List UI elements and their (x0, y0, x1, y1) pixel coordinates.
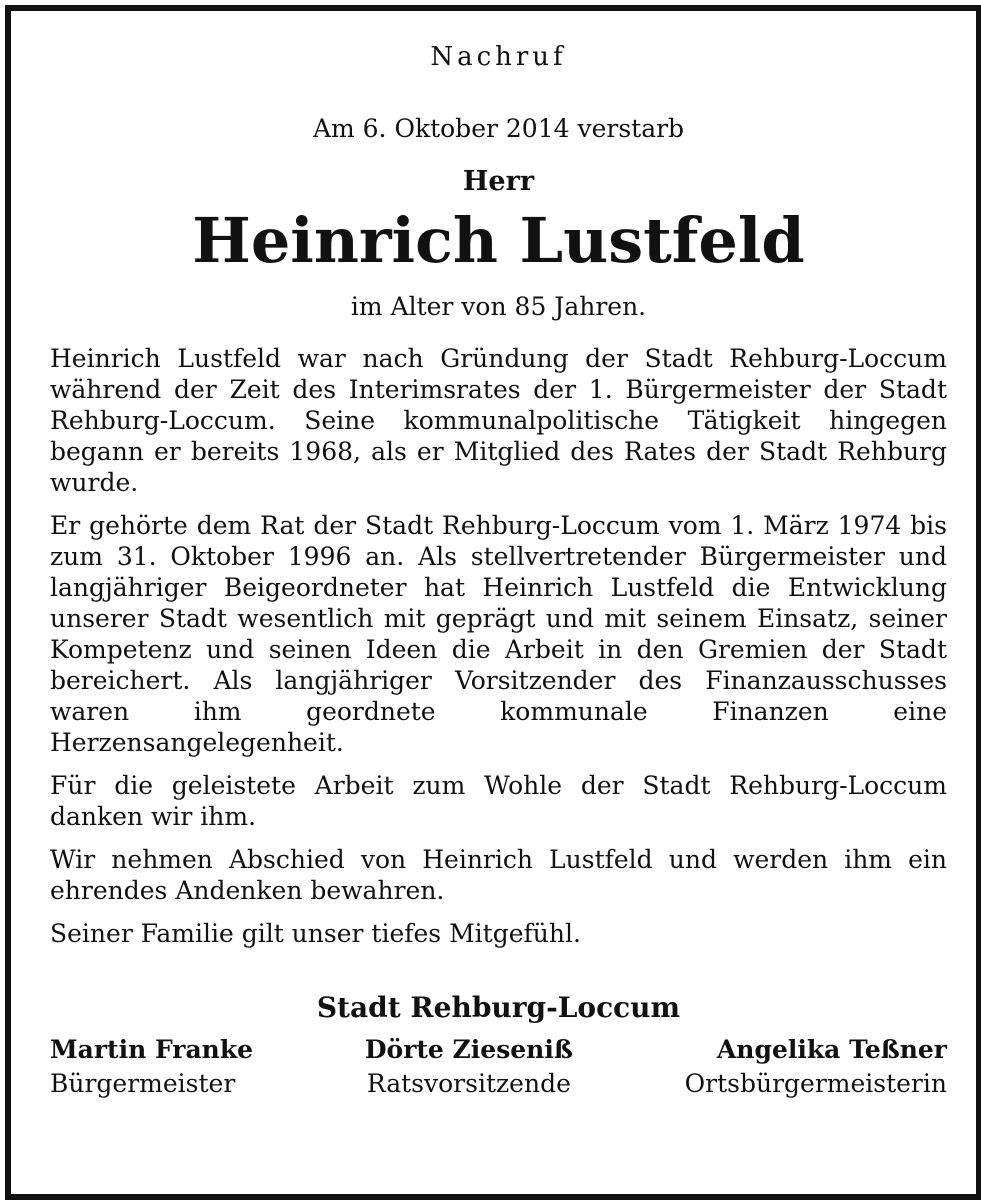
body-paragraph-5: Seiner Familie gilt unser tiefes Mitgefühl. (50, 919, 581, 948)
obituary-content (50, 37, 947, 1101)
signer-1 (50, 1033, 253, 1101)
organization-name: Stadt Rehburg-Loccum (316, 991, 681, 1024)
body-paragraph-3: Für die geleistete Arbeit zum Wohle der Stadt Rehburg-Loccum danken wir ihm. (50, 771, 947, 831)
signer-name: Angelika Teßner (716, 1035, 947, 1064)
death-date-line: Am 6. Oktober 2014 verstarb (312, 114, 685, 143)
obituary-heading: Nachruf (430, 42, 567, 72)
obituary-frame (5, 5, 981, 1200)
age-line: im Alter von 85 Jahren. (350, 292, 647, 321)
signer-role: Ortsbürgermeisterin (684, 1069, 947, 1098)
signer-name: Martin Franke (50, 1035, 254, 1064)
signer-3 (685, 1033, 947, 1101)
body-paragraph-1: Heinrich Lustfeld war nach Gründung der Stadt Rehburg-Loccum während der Zeit des Interimsrates der 1. Bürgermeister der Stadt Rehburg-Loccum. Seine kommunalpolitische Tätigkeit hingegen begann er bereits 1968, als er Mitglied des Rates der Stadt Rehburg wurde. (50, 344, 947, 497)
signature-block (50, 1033, 947, 1101)
signer-name: Dörte Zieseniß (364, 1035, 573, 1064)
body-paragraph-2: Er gehörte dem Rat der Stadt Rehburg-Loccum vom 1. März 1974 bis zum 31. Oktober 1996 an. Als stellvertretender Bürgermeister und langjähriger Beigeordneter hat Heinrich Lustfeld die Entwicklung unserer Stadt wesentlich mit geprägt und mit seinem Einsatz, seiner Kompetenz und seinen Ideen die Arbeit in den Gremien der Stadt bereichert. Als langjähriger Vorsitzender des Finanzausschusses waren ihm geordnete kommunale Finanzen eine Herzensangelegenheit. (50, 511, 947, 757)
body-paragraph-4: Wir nehmen Abschied von Heinrich Lustfeld und werden ihm ein ehrendes Andenken bewahren. (50, 845, 947, 905)
signer-role: Ratsvorsitzende (366, 1069, 571, 1098)
salutation: Herr (462, 166, 535, 197)
deceased-name: Heinrich Lustfeld (192, 204, 805, 277)
signer-role: Bürgermeister (50, 1069, 236, 1098)
signer-2 (365, 1033, 573, 1101)
